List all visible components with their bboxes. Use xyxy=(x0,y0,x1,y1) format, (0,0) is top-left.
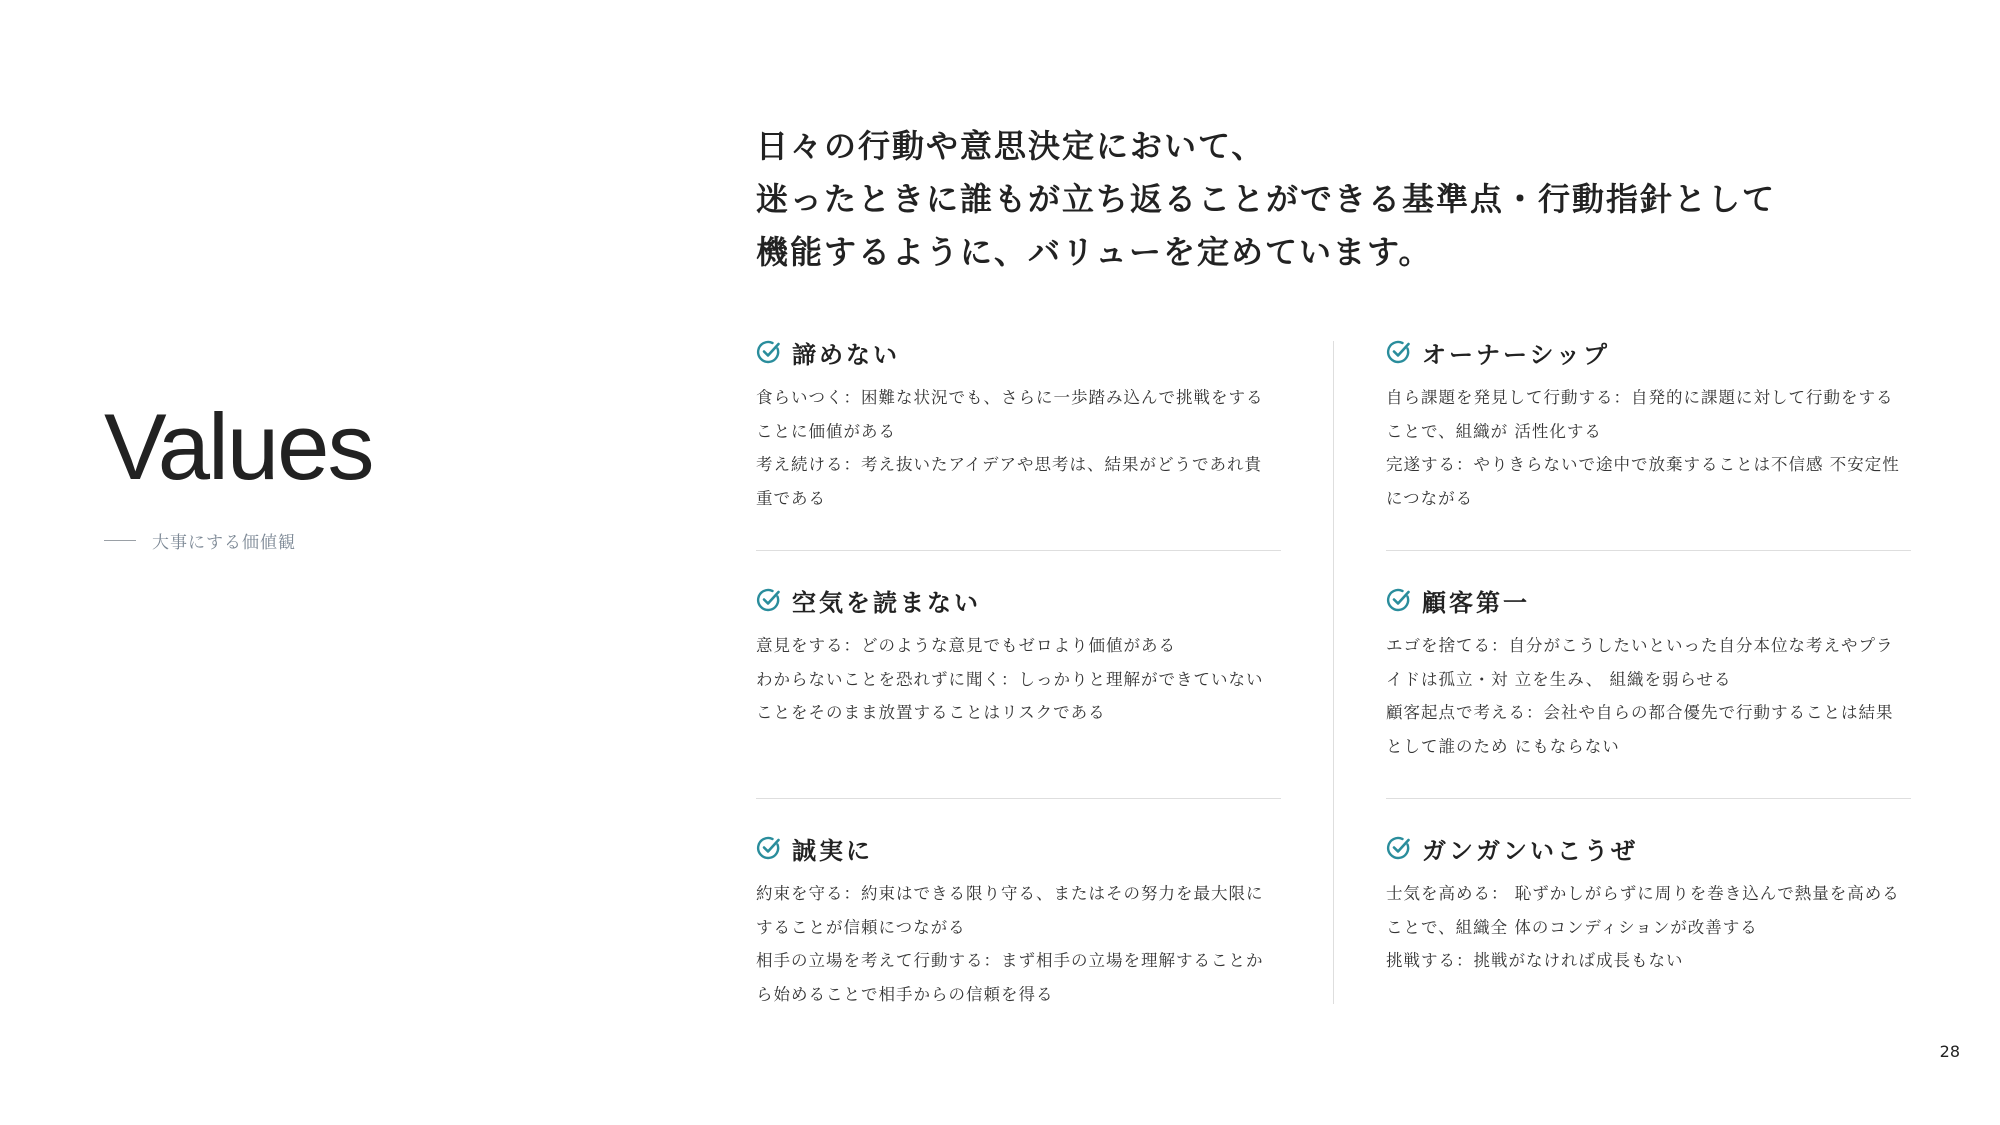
value-title: 顧客第一 xyxy=(1422,588,1530,617)
value-title: 誠実に xyxy=(792,836,873,865)
value-description xyxy=(1386,877,1911,978)
row-divider xyxy=(1386,550,1911,551)
check-circle-icon xyxy=(756,835,782,861)
value-line: することが信頼につながる xyxy=(756,917,966,937)
lead-line: 機能するように、バリューを定めています。 xyxy=(756,233,1433,271)
value-description xyxy=(756,381,1281,515)
check-circle-icon xyxy=(1386,339,1412,365)
page-subtitle: 大事にする価値観 xyxy=(152,533,296,553)
check-circle-icon xyxy=(756,339,782,365)
subtitle-dash xyxy=(104,540,136,541)
value-line: 重である xyxy=(756,488,826,508)
value-line: 士気を高める： 恥ずかしがらずに周りを巻き込んで熱量を高める xyxy=(1386,884,1900,903)
value-card-header xyxy=(756,335,1281,369)
value-card xyxy=(756,831,1281,1011)
check-circle-icon xyxy=(756,587,782,613)
value-description xyxy=(1386,381,1911,515)
value-card-header xyxy=(1386,583,1911,617)
page-title: Values xyxy=(104,394,373,499)
value-card-header xyxy=(756,831,1281,865)
value-line: ことで、組織が 活性化する xyxy=(1386,421,1602,441)
value-line: 食らいつく：困難な状況でも、さらに一歩踏み込んで挑戦をする xyxy=(756,388,1264,407)
value-line: 約束を守る：約束はできる限り守る、またはその努力を最大限に xyxy=(756,884,1264,903)
value-title: 諦めない xyxy=(792,340,900,369)
value-card-header xyxy=(1386,831,1911,865)
value-line: 挑戦する：挑戦がなければ成長もない xyxy=(1386,951,1684,970)
value-line: エゴを捨てる：自分がこうしたいといった自分本位な考えやプラ xyxy=(1386,636,1894,655)
lead-line: 日々の行動や意思決定において、 xyxy=(756,127,1266,165)
value-line: として誰のため にもならない xyxy=(1386,736,1620,756)
value-card xyxy=(756,583,1281,730)
value-card xyxy=(1386,831,1911,978)
column-divider xyxy=(1333,341,1334,1004)
page-number: 28 xyxy=(1939,1042,1960,1061)
check-circle-icon xyxy=(1386,835,1412,861)
value-description xyxy=(1386,629,1911,763)
value-line: ら始めることで相手からの信頼を得る xyxy=(756,984,1054,1004)
value-line: 自ら課題を発見して行動する：自発的に課題に対して行動をする xyxy=(1386,388,1894,407)
value-line: イドは孤立・対 立を生み、 組織を弱らせる xyxy=(1386,669,1732,689)
lead-line: 迷ったときに誰もが立ち返ることができる基準点・行動指針として xyxy=(756,180,1777,218)
value-title: 空気を読まない xyxy=(792,588,981,617)
lead-text xyxy=(756,120,1906,279)
check-circle-icon xyxy=(1386,587,1412,613)
title-block xyxy=(104,394,373,553)
value-card xyxy=(1386,335,1911,515)
value-line: 完遂する：やりきらないで途中で放棄することは不信感 不安定性 xyxy=(1386,455,1900,474)
value-line: ことで、組織全 体のコンディションが改善する xyxy=(1386,917,1758,937)
value-line: につながる xyxy=(1386,488,1474,508)
value-title: ガンガンいこうぜ xyxy=(1422,836,1638,865)
value-line: 相手の立場を考えて行動する：まず相手の立場を理解することか xyxy=(756,951,1264,970)
value-line: ことをそのまま放置することはリスクである xyxy=(756,703,1106,722)
value-card xyxy=(1386,583,1911,763)
value-card-header xyxy=(1386,335,1911,369)
subtitle-row xyxy=(104,528,372,553)
value-line: 考え続ける：考え抜いたアイデアや思考は、結果がどうであれ貴 xyxy=(756,455,1263,474)
row-divider xyxy=(1386,798,1911,799)
value-line: 顧客起点で考える：会社や自らの都合優先で行動することは結果 xyxy=(1386,703,1894,722)
value-card-header xyxy=(756,583,1281,617)
value-title: オーナーシップ xyxy=(1422,340,1611,369)
value-line: ことに価値がある xyxy=(756,421,896,441)
value-line: 意見をする：どのような意見でもゼロより価値がある xyxy=(756,636,1176,655)
value-line: わからないことを恐れずに聞く：しっかりと理解ができていない xyxy=(756,669,1264,689)
value-card xyxy=(756,335,1281,515)
row-divider xyxy=(756,798,1281,799)
value-description xyxy=(756,629,1281,730)
value-description xyxy=(756,877,1281,1011)
row-divider xyxy=(756,550,1281,551)
